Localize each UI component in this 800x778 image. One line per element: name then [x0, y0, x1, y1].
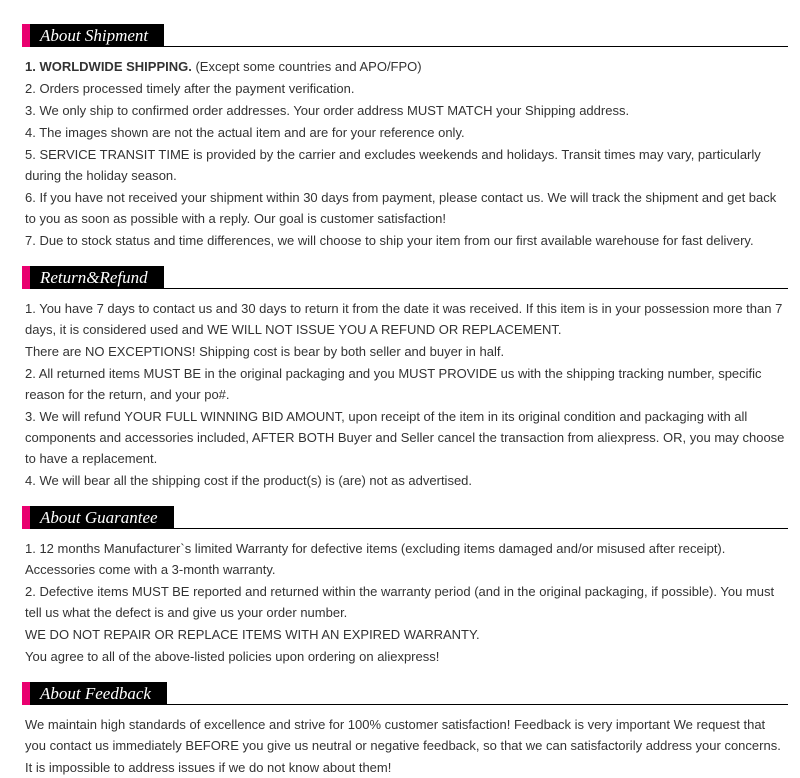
policy-line: [25, 122, 786, 143]
policy-line-text: 1. 12 months Manufacturer`s limited Warranty for defective items (excluding items damaged and/or misused after receipt). Accessories come with a 3-month warranty.: [25, 541, 726, 577]
policy-line-text: 2. Defective items MUST BE reported and returned within the warranty period (and in the original packaging, if possible). You must tell us what the defect is and give us your order number.: [25, 584, 775, 620]
policy-line: [25, 363, 786, 405]
policy-line-text: 2. Orders processed timely after the payment verification.: [25, 81, 355, 96]
policy-line-text: 3. We will refund YOUR FULL WINNING BID AMOUNT, upon receipt of the item in its original condition and packaging with all components and accessories included, AFTER BOTH Buyer and Seller cancel the transaction from aliexpress. OR, you may choose to have a replacement.: [25, 409, 785, 466]
section-feedback: [22, 682, 788, 778]
policy-line-text: 1. You have 7 days to contact us and 30 days to return it from the date it was received. If this item is in your possession more than 7 days, it is considered used and WE WILL NOT ISSUE YOU A REFUND OR REPLACEMENT.: [25, 301, 783, 337]
policy-line: [25, 538, 786, 580]
section-return-refund-body: [22, 298, 788, 491]
accent-bar: [22, 682, 30, 705]
policy-line: [25, 624, 786, 645]
policy-line-text: 5. SERVICE TRANSIT TIME is provided by the carrier and excludes weekends and holidays. Transit times may vary, particularly during the holiday season.: [25, 147, 761, 183]
policy-line-text: You agree to all of the above-listed policies upon ordering on aliexpress!: [25, 649, 440, 664]
header-rule: [167, 704, 788, 705]
policy-line-text: It is impossible to address issues if we do not know about them!: [25, 760, 392, 775]
policy-line-text: 4. The images shown are not the actual item and are for your reference only.: [25, 125, 465, 140]
policy-line: [25, 470, 786, 491]
policy-line: [25, 341, 786, 362]
policy-line: [25, 646, 786, 667]
policy-line: [25, 56, 786, 77]
section-return-refund: [22, 266, 788, 491]
policy-line: [25, 714, 786, 756]
policy-line-text: There are NO EXCEPTIONS! Shipping cost is bear by both seller and buyer in half.: [25, 344, 505, 359]
policy-line: [25, 144, 786, 186]
policy-line-text: We maintain high standards of excellence and strive for 100% customer satisfaction! Feedback is very important We request that you contact us immediately BEFORE you give us neutral or negative feedback, so that we can satisfactorily address your concerns.: [25, 717, 781, 753]
section-title: About Feedback: [30, 682, 167, 705]
policy-line-text: 3. We only ship to confirmed order addresses. Your order address MUST MATCH your Shipping address.: [25, 103, 630, 118]
policy-line: [25, 230, 786, 251]
policy-line: [25, 581, 786, 623]
section-feedback-header: [22, 682, 788, 705]
policy-line-text: WE DO NOT REPAIR OR REPLACE ITEMS WITH AN EXPIRED WARRANTY.: [25, 627, 480, 642]
section-shipment-header: [22, 24, 788, 47]
policy-line-text: 2. All returned items MUST BE in the original packaging and you MUST PROVIDE us with the shipping tracking number, specific reason for the return, and your po#.: [25, 366, 762, 402]
policy-line-text: 6. If you have not received your shipment within 30 days from payment, please contact us. We will track the shipment and get back to you as soon as possible with a reply. Our goal is customer satisfaction!: [25, 190, 777, 226]
policy-line-text: 7. Due to stock status and time differences, we will choose to ship your item from our first available warehouse for fast delivery.: [25, 233, 754, 248]
section-guarantee: [22, 506, 788, 667]
policy-line-text: (Except some countries and APO/FPO): [191, 59, 422, 74]
section-feedback-body: [22, 714, 788, 778]
policy-line-text: 4. We will bear all the shipping cost if the product(s) is (are) not as advertised.: [25, 473, 473, 488]
section-return-refund-header: [22, 266, 788, 289]
accent-bar: [22, 266, 30, 289]
section-shipment: [22, 24, 788, 251]
section-shipment-body: [22, 56, 788, 251]
header-rule: [164, 288, 788, 289]
section-guarantee-body: [22, 538, 788, 667]
section-title: About Guarantee: [30, 506, 174, 529]
policy-line-bold: 1. WORLDWIDE SHIPPING.: [25, 59, 192, 74]
policy-line: [25, 298, 786, 340]
header-rule: [174, 528, 788, 529]
accent-bar: [22, 506, 30, 529]
header-rule: [164, 46, 788, 47]
section-guarantee-header: [22, 506, 788, 529]
accent-bar: [22, 24, 30, 47]
section-title: About Shipment: [30, 24, 164, 47]
section-title: Return&Refund: [30, 266, 164, 289]
policy-line: [25, 78, 786, 99]
policy-line: [25, 757, 786, 778]
policy-line: [25, 406, 786, 469]
policy-line: [25, 100, 786, 121]
policy-line: [25, 187, 786, 229]
